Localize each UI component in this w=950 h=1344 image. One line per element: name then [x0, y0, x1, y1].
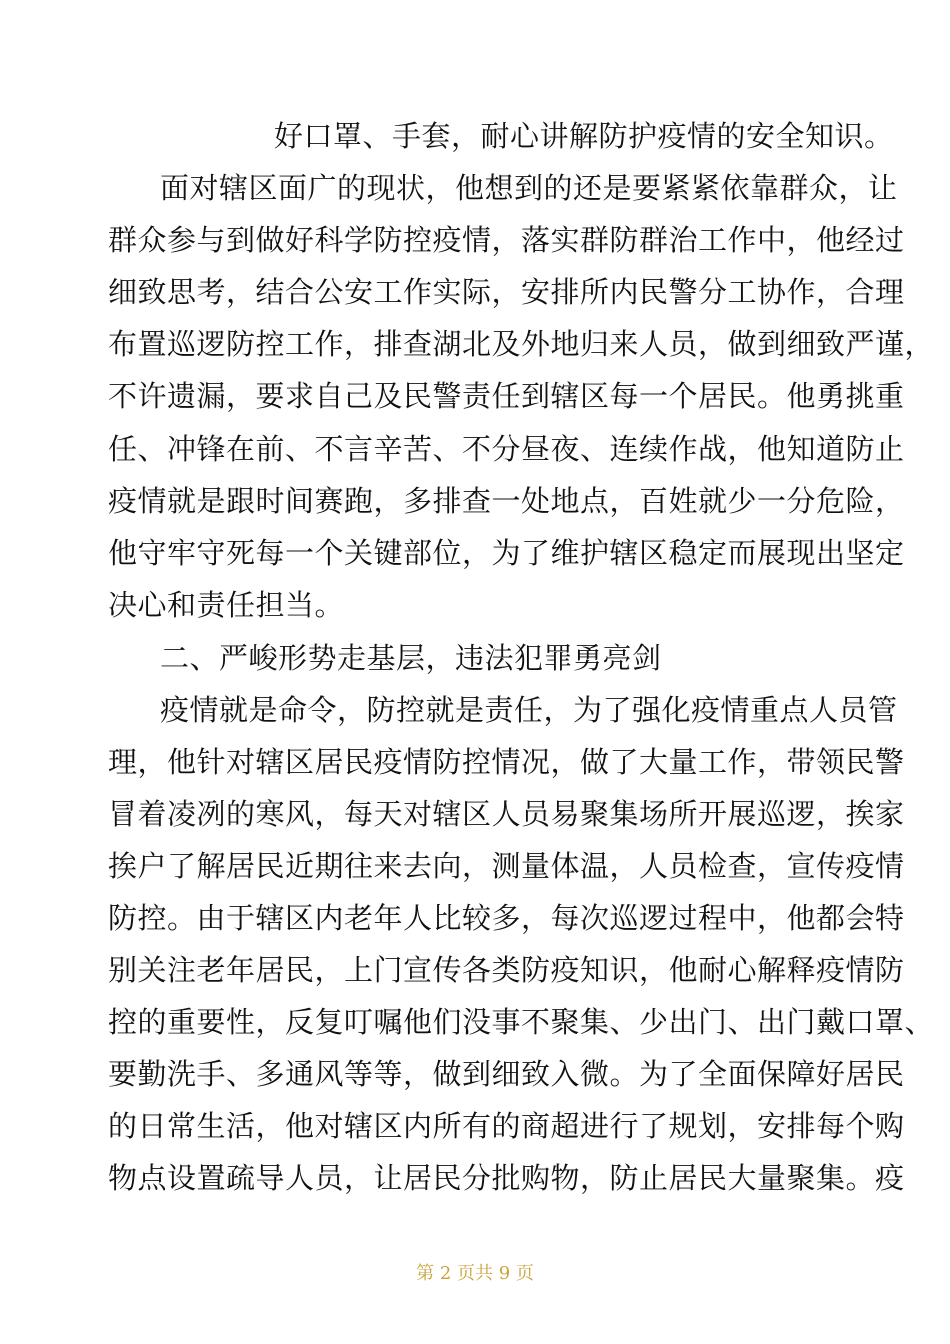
paragraph-start-line: 面对辖区面广的现状，他想到的还是要紧紧依靠群众，让 [160, 171, 898, 205]
text-line: 的日常生活，他对辖区内所有的商超进行了规划，安排每个购 [108, 1109, 905, 1143]
text-line: 细致思考，结合公安工作实际，安排所内民警分工协作，合理 [108, 275, 905, 309]
text-line: 理，他针对辖区居民疫情防控情况，做了大量工作，带领民警 [108, 745, 905, 779]
text-line: 物点设置疏导人员，让居民分批购物，防止居民大量聚集。疫 [108, 1161, 905, 1195]
section-heading: 二、严峻形势走基层，违法犯罪勇亮剑 [160, 641, 662, 675]
text-line: 疫情就是跟时间赛跑，多排查一处地点，百姓就少一分危险， [108, 484, 905, 518]
text-line: 好口罩、手套，耐心讲解防护疫情的安全知识。 [274, 119, 894, 153]
text-line: 不许遗漏，要求自己及民警责任到辖区每一个居民。他勇挑重 [108, 379, 905, 413]
text-line: 冒着凌冽的寒风，每天对辖区人员易聚集场所开展巡逻，挨家 [108, 797, 905, 831]
page-number-footer: 第 2 页共 9 页 [416, 1263, 534, 1284]
text-line: 任、冲锋在前、不言辛苦、不分昼夜、连续作战，他知道防止 [108, 432, 905, 466]
text-line: 控的重要性，反复叮嘱他们没事不聚集、少出门、出门戴口罩、 [108, 1005, 935, 1039]
text-line: 他守牢守死每一个关键部位，为了维护辖区稳定而展现出坚定 [108, 536, 905, 570]
text-line: 别关注老年居民，上门宣传各类防疫知识，他耐心解释疫情防 [108, 953, 905, 987]
text-line: 决心和责任担当。 [108, 588, 345, 622]
text-line: 群众参与到做好科学防控疫情，落实群防群治工作中，他经过 [108, 223, 905, 257]
text-line: 防控。由于辖区内老年人比较多，每次巡逻过程中，他都会特 [108, 901, 905, 935]
text-line: 要勤洗手、多通风等等，做到细致入微。为了全面保障好居民 [108, 1057, 905, 1091]
text-line: 挨户了解居民近期往来去向，测量体温，人员检查，宣传疫情 [108, 849, 905, 883]
paragraph-start-line: 疫情就是命令，防控就是责任，为了强化疫情重点人员管 [160, 693, 898, 727]
text-line: 布置巡逻防控工作，排查湖北及外地归来人员，做到细致严谨， [108, 327, 935, 361]
